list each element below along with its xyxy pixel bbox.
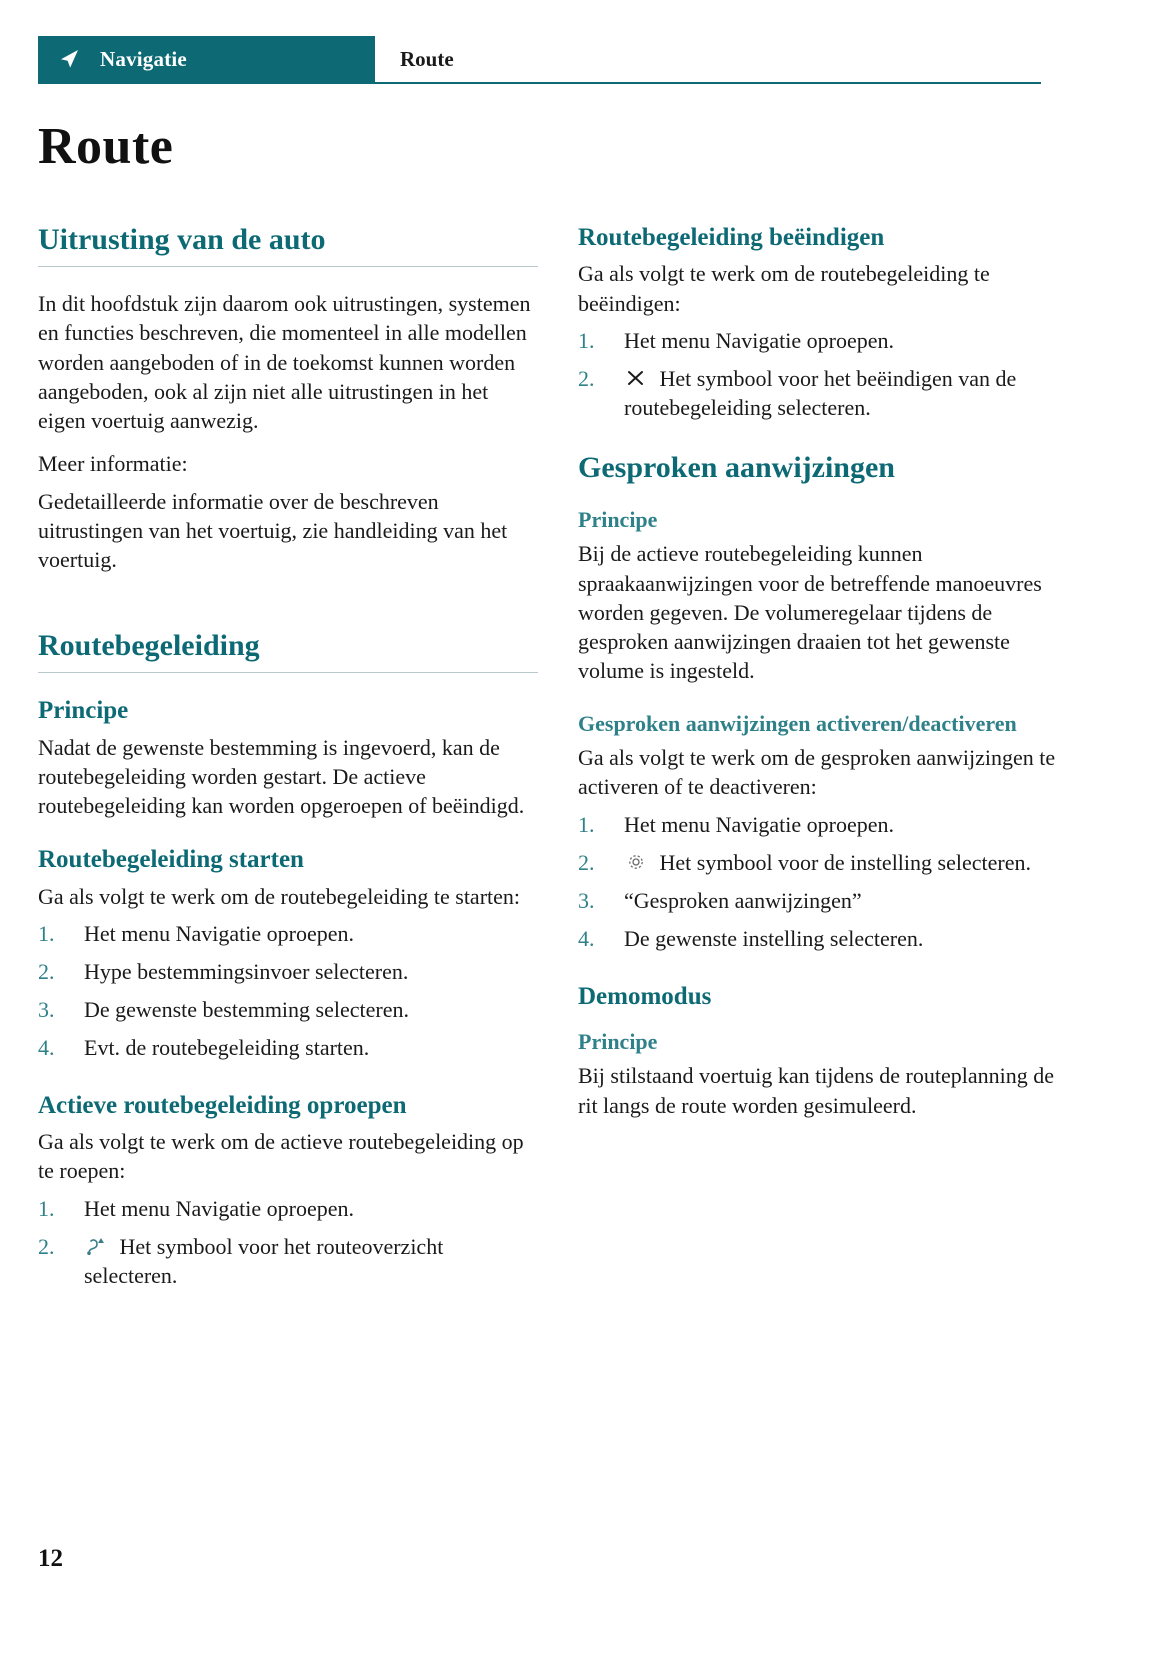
start-guidance-intro: Ga als volgt te werk om de routebegeleiding te starten:: [38, 883, 521, 909]
list-item: [38, 1194, 538, 1223]
subheading-voice-activate: Gesproken aanwijzingen activeren/deactiveren: [578, 710, 1017, 736]
list-item: [578, 886, 1078, 915]
end-guidance-intro: Ga als volgt te werk om de routebegeleiding te beëindigen:: [578, 261, 990, 316]
step-text: Het menu Navigatie oproepen.: [624, 811, 895, 837]
step-number: 4.: [578, 925, 595, 951]
step-number: 2.: [38, 1233, 55, 1259]
subheading-principe-demo: Principe: [578, 1028, 658, 1054]
list-item: [38, 995, 538, 1024]
step-number: 2.: [578, 365, 595, 391]
equipment-more-info-label: Meer informatie:: [38, 451, 188, 477]
right-column: [578, 222, 1078, 1134]
list-item: [578, 326, 1078, 355]
list-item: [38, 957, 538, 986]
voice-activate-intro: Ga als volgt te werk om de gesproken aanwijzingen te activeren of te deactiveren:: [578, 745, 1056, 800]
start-guidance-steps: [38, 919, 538, 1062]
step-text: Het menu Navigatie oproepen.: [624, 327, 895, 353]
section-rule: [38, 672, 538, 673]
step-number: 2.: [38, 958, 55, 984]
header-chapter-tab: [38, 36, 375, 82]
step-text: Het menu Navigatie oproepen.: [84, 920, 355, 946]
step-text: “Gesproken aanwijzingen”: [624, 887, 862, 913]
subheading-end-guidance: Routebegeleiding beëindigen: [578, 224, 885, 251]
step-number: 3.: [38, 996, 55, 1022]
gear-icon: [624, 851, 648, 873]
page-title: Route: [38, 118, 174, 175]
list-item: [38, 1232, 538, 1290]
subheading-principe-voice: Principe: [578, 506, 658, 532]
step-number: 1.: [578, 327, 595, 353]
subheading-principe-guidance: Principe: [38, 697, 129, 725]
list-item: [38, 919, 538, 948]
step-number: 1.: [578, 811, 595, 837]
step-text: Het symbool voor het routeoverzicht selecteren.: [84, 1233, 444, 1288]
call-active-guidance-steps: [38, 1194, 538, 1290]
section-rule: [38, 266, 538, 267]
end-guidance-steps: [578, 326, 1078, 422]
section-heading-equipment: Uitrusting van de auto: [38, 223, 326, 256]
close-x-icon: [624, 367, 648, 389]
subheading-demo-mode: Demomodus: [578, 982, 712, 1010]
principe-voice-text: Bij de actieve routebegeleiding kunnen spraakaanwijzingen voor de betreffende manoeuvres worden gegeven. De volumeregelaar tijdens de gesproken aanwijzingen draaien tot het gewenste volume is ingesteld.: [578, 541, 1042, 684]
principe-demo-text: Bij stilstaand voertuig kan tijdens de routeplanning de rit langs de route worden gesimuleerd.: [578, 1063, 1054, 1118]
subheading-start-guidance: Routebegeleiding starten: [38, 846, 304, 874]
list-item: [578, 924, 1078, 953]
step-number: 1.: [38, 920, 55, 946]
step-text: De gewenste instelling selecteren.: [624, 925, 924, 951]
subheading-call-active-guidance: Actieve routebegeleiding oproepen: [38, 1091, 407, 1119]
step-text: Het symbool voor de instelling selecteren.: [659, 849, 1031, 875]
header-section-label: Route: [400, 47, 454, 71]
page-header: [38, 36, 1041, 82]
step-text: De gewenste bestemming selecteren.: [84, 996, 409, 1022]
step-text: Hype bestemmingsinvoer selecteren.: [84, 958, 409, 984]
section-heading-voice-guidance: Gesproken aanwijzingen: [578, 450, 895, 484]
page-number: 12: [38, 1545, 63, 1572]
call-active-guidance-intro: Ga als volgt te werk om de actieve routebegeleiding op te roepen:: [38, 1129, 524, 1184]
step-text: Het symbool voor het beëindigen van de routebegeleiding selecteren.: [624, 365, 1017, 420]
navigation-arrow-icon: [56, 46, 82, 72]
step-number: 2.: [578, 849, 595, 875]
equipment-paragraph-2: Gedetailleerde informatie over de beschreven uitrustingen van het voertuig, zie handleiding van het voertuig.: [38, 488, 508, 572]
header-chapter-label: Navigatie: [100, 46, 187, 71]
list-item: [38, 1033, 538, 1062]
equipment-paragraph-1: In dit hoofdstuk zijn daarom ook uitrustingen, systemen en functies beschreven, die momenteel in alle modellen worden aangeboden of in de toekomst kunnen worden aangeboden, ook al zijn niet alle uitrustingen in het eigen voertuig aanwezig.: [38, 291, 531, 433]
step-number: 1.: [38, 1195, 55, 1221]
route-overview-icon: [84, 1235, 108, 1257]
step-text: Evt. de routebegeleiding starten.: [84, 1034, 370, 1060]
left-column: [38, 222, 538, 1308]
header-divider: [38, 82, 1041, 84]
list-item: [578, 848, 1078, 877]
list-item: [578, 364, 1078, 422]
step-text: Het menu Navigatie oproepen.: [84, 1195, 355, 1221]
section-heading-route-guidance: Routebegeleiding: [38, 629, 260, 663]
voice-activate-steps: [578, 810, 1078, 953]
step-number: 3.: [578, 887, 595, 913]
principe-guidance-text: Nadat de gewenste bestemming is ingevoerd, kan de routebegeleiding worden gestart. De actieve routebegeleiding kan worden opgeroepen of beëindigd.: [38, 734, 525, 818]
list-item: [578, 810, 1078, 839]
step-number: 4.: [38, 1034, 55, 1060]
